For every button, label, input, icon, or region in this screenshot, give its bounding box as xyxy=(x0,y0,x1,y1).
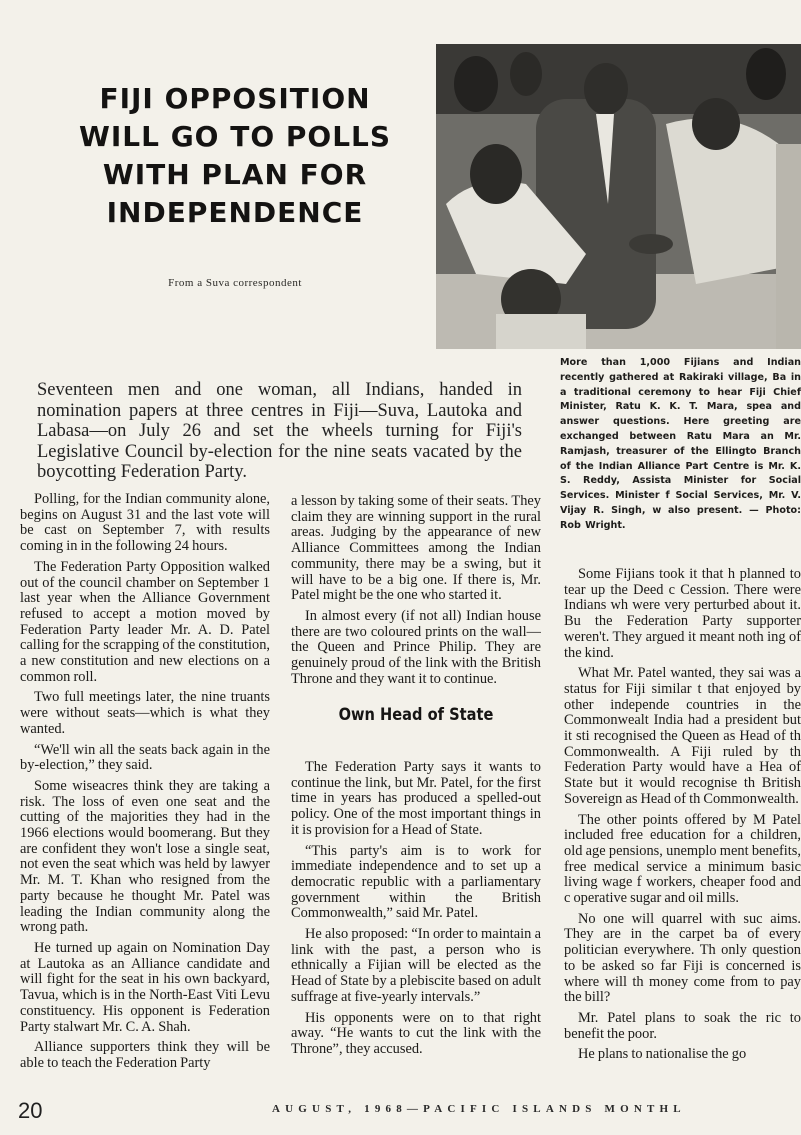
paragraph: In almost every (if not all) Indian house there are two coloured prints on the wall—the Queen and Prince Philip. They are genuinely proud of the link with the British Throne and they want it to continue. xyxy=(291,607,541,687)
headline-line-3: WITH PLAN FOR xyxy=(102,158,368,191)
paragraph: “We'll win all the seats back again in the by-election,” they said. xyxy=(20,741,270,774)
paragraph: He also proposed: “In order to maintain a link with the past, a person who is ethnically a Fijian will be elected as the Head of State by a plebiscite based on adult suffrage at five-yearly intervals.” xyxy=(291,926,541,1005)
headline-line-4: INDEPENDENCE xyxy=(106,196,364,229)
article-column-2-top xyxy=(291,494,541,706)
paragraph: No one will quarrel with suc aims. They are in the carpet ba of every politician everywhere. Th only question to be asked so far Fiji is concerned is where will th money come from to pay the bill? xyxy=(564,910,801,1006)
article-column-3 xyxy=(564,567,801,1072)
headline-line-1: FIJI OPPOSITION xyxy=(99,82,371,115)
paragraph: Two full meetings later, the nine truants were without seats—which is what they wanted. xyxy=(20,689,270,737)
paragraph: What Mr. Patel wanted, they sai was a status for Fiji similar t that enjoyed by other independe countries in the Commonwealt India had a president but it sti recognised the Queen as Head of th Commonwealth. A Fiji ruled by th Federation Party would have a Hea of State but it would recognise th British Sovereign as Head of th Commonwealth. xyxy=(564,665,801,807)
paragraph: The other points offered by M Patel included free education for a children, old age pensions, unemplo ment benefits, free medical service a minimum basic living wage f workers, cheaper food and c operative sugar and oil mills. xyxy=(564,811,801,907)
headline-line-2: WILL GO TO POLLS xyxy=(78,120,392,153)
paragraph: The Federation Party Opposition walked out of the council chamber on September 1 last year when the Alliance Government refused to accept a motion moved by Federation Party leader Mr. A. D. Patel calling for the scrapping of the constitution, a new constitution and new elections on a common roll. xyxy=(20,558,270,685)
paragraph: Alliance supporters think they will be able to teach the Federation Party xyxy=(20,1039,270,1071)
paragraph: Some Fijians took it that h planned to tear up the Deed c Cession. There were Indians wh were very perturbed about it. Bu the Federation Party supporter weren't. They argued it meant noth ing of the kind. xyxy=(564,567,801,661)
paragraph: Mr. Patel plans to soak the ric to benefit the poor. xyxy=(564,1009,801,1042)
paragraph: His opponents were on to that right away. “He wants to cut the link with the Throne”, they accused. xyxy=(291,1009,541,1057)
paragraph: He turned up again on Nomination Day at Lautoka as an Alliance candidate and will fight for the seat in his own backyard, Tavua, which is in the North-East Viti Levu constituency. His opponent is Federation Party stalwart Mr. C. A. Shah. xyxy=(20,939,270,1035)
headline xyxy=(60,80,410,232)
paragraph: Polling, for the Indian community alone, begins on August 31 and the last vote will be cast on September 7, with results coming in in the following 24 hours. xyxy=(20,492,270,555)
running-footer: AUGUST, 1968—PACIFIC ISLANDS MONTHL xyxy=(272,1103,686,1115)
page-number: 20 xyxy=(18,1098,43,1123)
photo-caption: More than 1,000 Fijians and Indian recently gathered at Rakiraki village, Ba in a traditional ceremony to hear Fiji Chief Minister, Ratu K. K. T. Mara, spea and answer questions. Here greeting are exchanged between Ratu Mara an Mr. Ramjash, treasurer of the Ellingto Branch of the Indian Alliance Part Centre is Mr. K. S. Reddy, Assista Minister for Social Services. Minister f Social Services, Mr. V. Vijay R. Singh, w also present. — Photo: Rob Wright. xyxy=(560,357,801,531)
section-subheading: Own Head of State xyxy=(338,705,494,725)
article-column-1 xyxy=(20,492,270,1072)
paragraph: “This party's aim is to work for immediate independence and to set up a democratic republic with a parliamentary government within the British Commonwealth,” said Mr. Patel. xyxy=(291,842,541,922)
paragraph: The Federation Party says it wants to continue the link, but Mr. Patel, for the first time in years has produced a spelled-out policy. One of the most important things in it is provision for a Head of State. xyxy=(291,760,541,838)
paragraph: a lesson by taking some of their seats. They claim they are winning support in the rural areas. Judging by the appearance of new Alliance Committees among the Indian community, there may be a swing, but it will have to be a big one. If there is, Mr. Patel might be the one who started it. xyxy=(291,494,541,604)
byline: From a Suva correspondent xyxy=(168,277,302,289)
news-photo xyxy=(436,44,801,349)
paragraph: Some wiseacres think they are taking a risk. The loss of even one seat and the cutting of the majorities they had in the 1966 elections would boomerang. But they are confident they won't lose a single seat, not even the seat which was held by lawyer Mr. M. T. Khan who resigned from the party because he thought Mr. Patel was leading the Indian community along the wrong path. xyxy=(20,777,270,936)
lead-paragraph: Seventeen men and one woman, all Indians, handed in nomination papers at three centres in Fiji—Suva, Lautoka and Labasa—on July 26 and set the wheels turning for Fiji's Legislative Council by-election for the nine seats vacated by the boycotting Federation Party. xyxy=(37,380,522,482)
paragraph: He plans to nationalise the go xyxy=(578,1046,747,1063)
article-column-2-bottom xyxy=(291,760,541,1072)
